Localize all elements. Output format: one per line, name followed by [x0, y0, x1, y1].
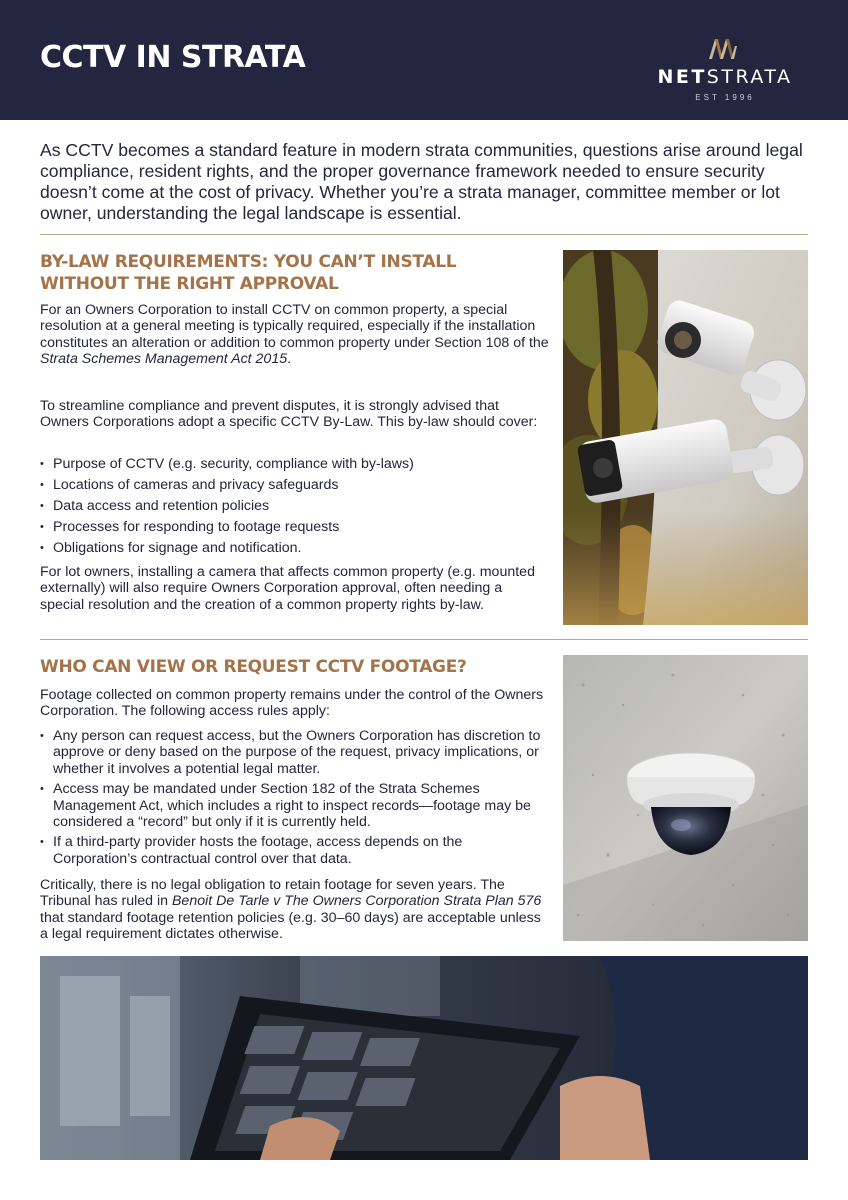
divider	[40, 234, 808, 235]
bylaw-bullet-list	[40, 456, 550, 556]
list-item: • Data access and retention policies	[40, 498, 550, 514]
logo-established: EST 1996	[695, 93, 755, 102]
list-item: • Locations of cameras and privacy safeguards	[40, 477, 550, 493]
netstrata-logo-mark-icon	[708, 38, 738, 60]
bylaw-paragraph-1: For an Owners Corporation to install CCTV on common property, a special resolution at a general meeting is typically required, especially if the installation constitutes an alteration or addition to common property under Section 108 of the Strata Schemes Management Act 2015.	[40, 302, 549, 368]
page-header	[0, 0, 848, 120]
list-item: • Any person can request access, but the Owners Corporation has discretion to approve or deny based on the purpose of the request, privacy implications, or whether it involves a potential legal matter.	[40, 728, 550, 777]
list-item: • Access may be mandated under Section 182 of the Strata Schemes Management Act, which includes a right to inspect records—footage may be considered a “record” but only if it is currently held.	[40, 781, 550, 830]
section-heading-footage: WHO CAN VIEW OR REQUEST CCTV FOOTAGE?	[40, 657, 467, 677]
footage-paragraph-1: Footage collected on common property remains under the control of the Owners Corporation. The following access rules apply:	[40, 687, 544, 720]
footage-bullet-list	[40, 728, 550, 867]
intro-paragraph: As CCTV becomes a standard feature in modern strata communities, questions arise around legal compliance, resident rights, and the proper governance framework needed to ensure security doesn’t come at the cost of privacy. Whether you’re a strata manager, committee member or lot owner, understanding the legal landscape is essential.	[40, 140, 803, 223]
list-item: • Purpose of CCTV (e.g. security, compliance with by-laws)	[40, 456, 550, 472]
tablet-cctv-footage-image	[40, 956, 808, 1160]
page-title: CCTV IN STRATA	[40, 40, 306, 75]
list-item: • Obligations for signage and notification.	[40, 540, 550, 556]
bylaw-paragraph-3: For lot owners, installing a camera that affects common property (e.g. mounted externally) will also require Owners Corporation approval, often needing a special resolution and the creation of a common property rights by-law.	[40, 564, 535, 613]
divider	[40, 639, 808, 640]
wall-mounted-cctv-cameras-image	[563, 250, 808, 625]
netstrata-logo	[640, 38, 810, 106]
list-item: • Processes for responding to footage requests	[40, 519, 550, 535]
section-heading-bylaw: BY-LAW REQUIREMENTS: YOU CAN’T INSTALL WITHOUT THE RIGHT APPROVAL	[40, 252, 457, 294]
footage-paragraph-2: Critically, there is no legal obligation to retain footage for seven years. The Tribunal has ruled in Benoit De Tarle v The Owners Corporation Strata Plan 576 that standard footage retention policies (e.g. 30–60 days) are acceptable unless a legal requirement dictates otherwise.	[40, 877, 542, 943]
logo-wordmark: NETSTRATA	[657, 66, 793, 88]
list-item: • If a third-party provider hosts the footage, access depends on the Corporation’s contractual control over that data.	[40, 834, 550, 867]
dome-cctv-camera-image	[563, 655, 808, 941]
bylaw-paragraph-2: To streamline compliance and prevent disputes, it is strongly advised that Owners Corporations adopt a specific CCTV By-Law. This by-law should cover:	[40, 398, 538, 431]
